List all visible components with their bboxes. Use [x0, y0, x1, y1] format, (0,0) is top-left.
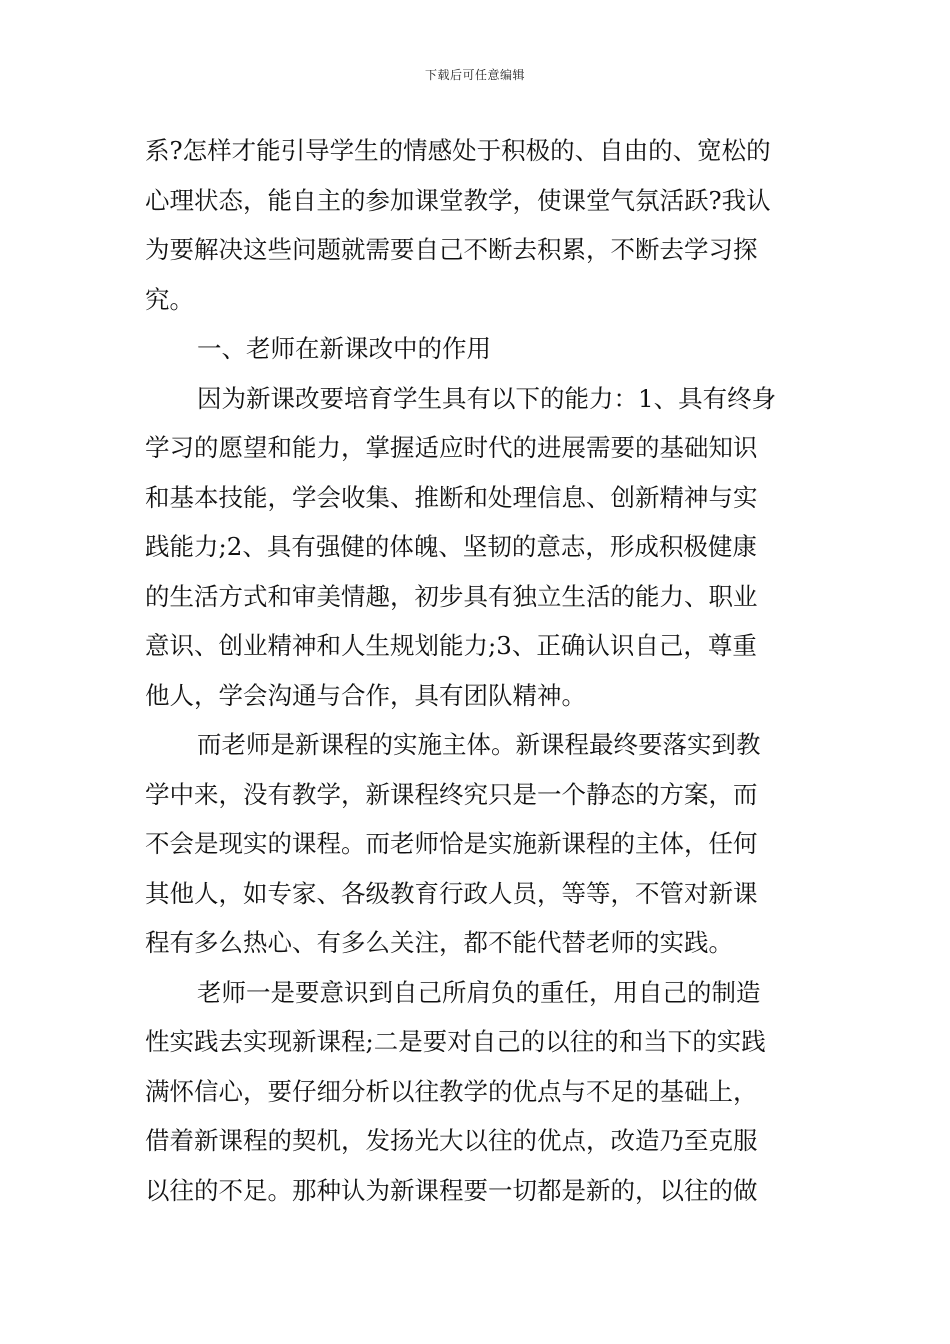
text-line: 学中来，没有教学，新课程终究只是一个静态的方案，而	[145, 779, 758, 809]
text-line: 践能力;2、具有强健的体魄、坚韧的意志，形成积极健康	[145, 532, 757, 561]
text-line: 一、老师在新课改中的作用	[197, 334, 491, 363]
text-line: 以往的不足。那种认为新课程要一切都是新的，以往的做	[145, 1175, 758, 1205]
text-line: 学习的愿望和能力，掌握适应时代的进展需要的基础知识	[145, 433, 758, 462]
text-line: 满怀信心，要仔细分析以往教学的优点与不足的基础上，	[145, 1076, 758, 1106]
text-line: 因为新课改要培育学生具有以下的能力：1、具有终身	[197, 383, 777, 413]
text-line: 心理状态，能自主的参加课堂教学，使课堂气氛活跃?我认	[145, 185, 771, 215]
text-line: 借着新课程的契机，发扬光大以往的优点，改造乃至克服	[145, 1126, 758, 1155]
text-line: 性实践去实现新课程;二是要对自己的以往的和当下的实践	[145, 1027, 766, 1056]
text-line: 究。	[145, 284, 194, 314]
text-line: 系?怎样才能引导学生的情感处于积极的、自由的、宽松的	[145, 136, 771, 165]
text-line: 他人，学会沟通与合作，具有团队精神。	[145, 680, 586, 710]
text-line: 而老师是新课程的实施主体。新课程最终要落实到教	[197, 730, 761, 759]
text-line: 不会是现实的课程。而老师恰是实施新课程的主体，任何	[145, 829, 758, 858]
text-line: 其他人，如专家、各级教育行政人员，等等，不管对新课	[145, 878, 758, 908]
page-header: 下载后可任意编辑	[424, 68, 525, 82]
text-line: 和基本技能，学会收集、推断和处理信息、创新精神与实	[145, 482, 758, 512]
text-line: 为要解决这些问题就需要自己不断去积累，不断去学习探	[145, 235, 758, 264]
text-line: 的生活方式和审美情趣，初步具有独立生活的能力、职业	[145, 581, 758, 611]
text-line: 程有多么热心、有多么关注，都不能代替老师的实践。	[145, 928, 733, 957]
text-line: 意识、创业精神和人生规划能力;3、正确认识自己，尊重	[145, 631, 757, 660]
document-body	[145, 126, 810, 1215]
text-line: 老师一是要意识到自己所肩负的重任，用自己的制造	[197, 977, 761, 1007]
